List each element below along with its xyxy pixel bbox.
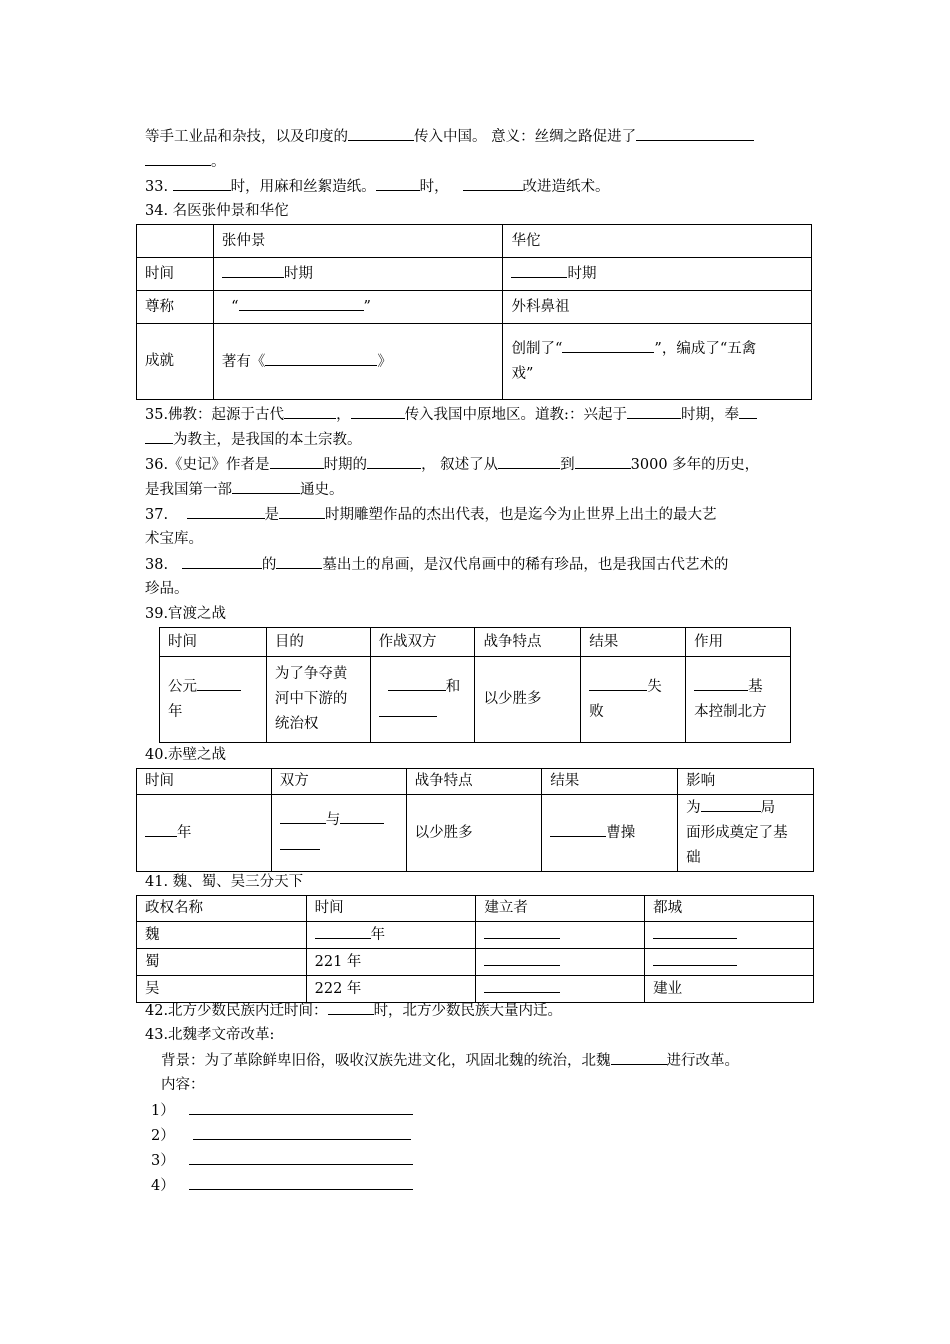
q33: 33. 时，用麻和丝絮造纸。 时， 改进造纸术。 xyxy=(145,174,815,200)
q43-title: 43.北魏孝文帝改革: xyxy=(145,1027,275,1043)
q39-title: 39.官渡之战 xyxy=(145,606,227,622)
table-cell xyxy=(476,922,645,949)
table-header: 结果 xyxy=(581,628,686,657)
blank[interactable] xyxy=(173,174,231,191)
q43-content-label: 内容： xyxy=(161,1077,205,1093)
blank[interactable] xyxy=(187,502,265,519)
table-cell: 时期 xyxy=(213,258,503,291)
table-header: 华佗 xyxy=(503,225,812,258)
q38-line2: 珍品。 xyxy=(145,581,189,597)
table-row xyxy=(137,258,812,291)
row-label: 成就 xyxy=(137,324,214,400)
blank[interactable] xyxy=(239,294,364,311)
blank[interactable] xyxy=(348,124,414,141)
q36-line1: 36.《史记》作者是 时期的 ， 叙述了从 到 3000 多年的历史， xyxy=(145,452,815,478)
q41-title: 41. 魏、蜀、吴三分天下 xyxy=(145,874,304,890)
table-cell: 失 败 xyxy=(581,657,686,743)
table-header: 张仲景 xyxy=(213,225,503,258)
blank[interactable] xyxy=(388,674,446,691)
blank[interactable] xyxy=(189,1173,413,1190)
blank[interactable] xyxy=(550,820,606,837)
blank[interactable] xyxy=(611,1048,667,1065)
table-cell: 年 xyxy=(137,795,272,872)
blank[interactable] xyxy=(315,922,371,939)
q35-line2: 为教主，是我国的本土宗教。 xyxy=(145,427,815,453)
blank[interactable] xyxy=(328,998,374,1015)
table-header: 双方 xyxy=(271,769,406,795)
table-cell: 时期 xyxy=(503,258,812,291)
blank[interactable] xyxy=(279,502,325,519)
table-header: 时间 xyxy=(306,896,476,922)
table-cell: 为 局 面形成奠定了基 础 xyxy=(678,795,814,872)
q34-title: 34. 名医张仲景和华佗 xyxy=(145,203,289,219)
q43-item: 3） xyxy=(151,1148,413,1174)
table-header: 建立者 xyxy=(476,896,645,922)
table-cell: 222 年 xyxy=(306,976,476,1003)
blank[interactable] xyxy=(694,674,748,691)
q42: 42.北方少数民族内迁时间： 时，北方少数民族大量内迁。 xyxy=(145,998,815,1024)
table-cell: 创制了“ ”，编成了“五禽 戏” xyxy=(503,324,812,400)
blank[interactable] xyxy=(145,820,177,837)
table-row xyxy=(137,922,814,949)
blank[interactable] xyxy=(511,261,567,278)
q43-item: 4） xyxy=(151,1173,413,1199)
table-cell: 著有《 》 xyxy=(213,324,503,400)
table-cell xyxy=(137,225,214,258)
table-header: 政权名称 xyxy=(137,896,307,922)
blank[interactable] xyxy=(189,1098,413,1115)
table-header: 时间 xyxy=(137,769,272,795)
blank[interactable] xyxy=(197,674,241,691)
blank[interactable] xyxy=(653,922,737,939)
blank[interactable] xyxy=(575,452,631,469)
blank[interactable] xyxy=(498,452,560,469)
table-row xyxy=(137,769,814,795)
blank[interactable] xyxy=(379,700,437,717)
blank[interactable] xyxy=(739,402,757,419)
blank[interactable] xyxy=(367,452,421,469)
row-label: 尊称 xyxy=(137,291,214,324)
table-row xyxy=(160,657,791,743)
q32-line2: 。 xyxy=(145,149,815,175)
table-row xyxy=(137,896,814,922)
blank[interactable] xyxy=(376,174,420,191)
blank[interactable] xyxy=(276,552,322,569)
table-cell: 魏 xyxy=(137,922,307,949)
table-row xyxy=(137,291,812,324)
blank[interactable] xyxy=(182,552,262,569)
table-header: 都城 xyxy=(645,896,814,922)
q40-table xyxy=(136,768,814,872)
q37-line2: 术宝库。 xyxy=(145,531,203,547)
blank[interactable] xyxy=(193,1123,411,1140)
table-cell: 以少胜多 xyxy=(406,795,542,872)
table-cell: 为了争夺黄河中下游的统治权 xyxy=(266,657,370,743)
q37-line1: 37. 是 时期雕塑作品的杰出代表，也是迄今为止世界上出土的最大艺 xyxy=(145,502,815,528)
table-cell xyxy=(645,949,814,976)
table-header: 战争特点 xyxy=(475,628,581,657)
q43-item: 1） xyxy=(151,1098,413,1124)
q35-line1: 35.佛教：起源于古代 ， 传入我国中原地区。道教:：兴起于 时期，奉 xyxy=(145,402,815,428)
q43-item: 2） xyxy=(151,1123,411,1149)
blank[interactable] xyxy=(280,807,326,824)
table-header: 时间 xyxy=(160,628,267,657)
table-cell: 建业 xyxy=(645,976,814,1003)
blank[interactable] xyxy=(562,336,654,353)
table-cell: 曹操 xyxy=(542,795,678,872)
blank[interactable] xyxy=(701,795,761,812)
blank[interactable] xyxy=(280,833,320,850)
table-cell xyxy=(645,922,814,949)
q38-line1: 38. 的 墓出土的帛画，是汉代帛画中的稀有珍品，也是我国古代艺术的 xyxy=(145,552,815,578)
blank[interactable] xyxy=(284,402,336,419)
table-cell: “ ” xyxy=(213,291,503,324)
table-row xyxy=(137,795,814,872)
blank[interactable] xyxy=(265,349,377,366)
table-header: 结果 xyxy=(542,769,678,795)
blank[interactable] xyxy=(232,477,300,494)
q32-line1: 等手工业品和杂技，以及印度的 传入中国。 意义：丝绸之路促进了 xyxy=(145,124,815,150)
table-cell: 蜀 xyxy=(137,949,307,976)
q43-background: 背景：为了革除鲜卑旧俗，吸收汉族先进文化，巩固北魏的统治，北魏 进行改革。 xyxy=(161,1048,831,1074)
table-cell: 与 xyxy=(271,795,406,872)
blank[interactable] xyxy=(589,674,647,691)
table-cell xyxy=(476,949,645,976)
blank[interactable] xyxy=(222,261,284,278)
q41-table xyxy=(136,895,814,1003)
blank[interactable] xyxy=(189,1148,413,1165)
blank[interactable] xyxy=(484,922,560,939)
blank[interactable] xyxy=(627,402,681,419)
table-header: 作战双方 xyxy=(370,628,475,657)
table-cell: 和 xyxy=(370,657,475,743)
q39-table xyxy=(159,627,791,743)
q40-title: 40.赤壁之战 xyxy=(145,747,227,763)
blank[interactable] xyxy=(636,124,754,141)
row-label: 时间 xyxy=(137,258,214,291)
blank[interactable] xyxy=(340,807,384,824)
blank[interactable] xyxy=(270,452,324,469)
table-cell: 年 xyxy=(306,922,476,949)
blank[interactable] xyxy=(484,949,560,966)
table-header: 战争特点 xyxy=(406,769,542,795)
q34-table xyxy=(136,224,812,400)
blank[interactable] xyxy=(653,949,737,966)
blank[interactable] xyxy=(484,976,560,993)
blank[interactable] xyxy=(145,149,211,166)
table-row xyxy=(160,628,791,657)
table-cell: 以少胜多 xyxy=(475,657,581,743)
q36-line2: 是我国第一部 通史。 xyxy=(145,477,815,503)
table-cell: 公元 年 xyxy=(160,657,267,743)
table-header: 作用 xyxy=(686,628,791,657)
blank[interactable] xyxy=(351,402,405,419)
table-header: 目的 xyxy=(266,628,370,657)
table-row xyxy=(137,225,812,258)
blank[interactable] xyxy=(145,427,173,444)
table-row xyxy=(137,324,812,400)
blank[interactable] xyxy=(463,174,523,191)
table-row xyxy=(137,949,814,976)
table-header: 影响 xyxy=(678,769,814,795)
table-cell: 221 年 xyxy=(306,949,476,976)
table-cell: 基 本控制北方 xyxy=(686,657,791,743)
table-cell: 外科鼻祖 xyxy=(503,291,812,324)
table-cell: 吴 xyxy=(137,976,307,1003)
